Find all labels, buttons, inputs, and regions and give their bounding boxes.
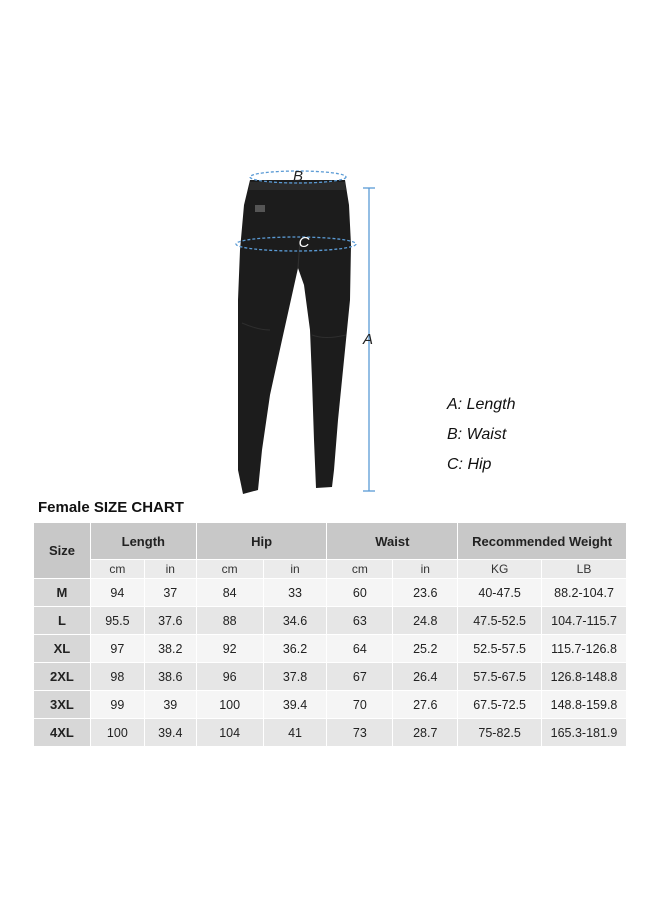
table-header-row: [34, 523, 627, 560]
table-cell: 67: [327, 663, 393, 691]
unit-header: in: [144, 560, 196, 579]
table-cell: 99: [90, 691, 144, 719]
size-cell: 3XL: [34, 691, 91, 719]
table-cell: 60: [327, 579, 393, 607]
legend-hip: C: Hip: [447, 456, 492, 473]
table-cell: 39: [144, 691, 196, 719]
table-cell: 33: [263, 579, 327, 607]
table-cell: 52.5-57.5: [458, 635, 542, 663]
table-cell: 23.6: [393, 579, 458, 607]
table-cell: 100: [90, 719, 144, 747]
table-cell: 165.3-181.9: [542, 719, 627, 747]
table-cell: 38.2: [144, 635, 196, 663]
table-cell: 28.7: [393, 719, 458, 747]
table-cell: 148.8-159.8: [542, 691, 627, 719]
table-cell: 36.2: [263, 635, 327, 663]
table-cell: 26.4: [393, 663, 458, 691]
legend-length: A: Length: [447, 396, 516, 413]
table-row: [34, 607, 627, 635]
table-cell: 104: [196, 719, 263, 747]
size-chart-title: [38, 499, 184, 516]
table-cell: 104.7-115.7: [542, 607, 627, 635]
title-prefix: Female: [38, 499, 90, 516]
table-cell: 88.2-104.7: [542, 579, 627, 607]
table-row: [34, 635, 627, 663]
table-cell: 41: [263, 719, 327, 747]
table-cell: 95.5: [90, 607, 144, 635]
table-cell: 94: [90, 579, 144, 607]
waist-header: Waist: [327, 523, 458, 560]
table-row: [34, 719, 627, 747]
table-cell: 100: [196, 691, 263, 719]
table-cell: 126.8-148.8: [542, 663, 627, 691]
table-cell: 25.2: [393, 635, 458, 663]
table-cell: 24.8: [393, 607, 458, 635]
size-cell: M: [34, 579, 91, 607]
weight-header: Recommended Weight: [458, 523, 627, 560]
table-row: [34, 691, 627, 719]
table-cell: 96: [196, 663, 263, 691]
size-cell: L: [34, 607, 91, 635]
size-cell: 2XL: [34, 663, 91, 691]
table-cell: 39.4: [263, 691, 327, 719]
label-c: C: [298, 233, 310, 251]
length-header: Length: [90, 523, 196, 560]
size-header: Size: [34, 523, 91, 579]
table-cell: 57.5-67.5: [458, 663, 542, 691]
table-cell: 37.8: [263, 663, 327, 691]
size-table: [33, 522, 627, 747]
table-cell: 27.6: [393, 691, 458, 719]
table-cell: 34.6: [263, 607, 327, 635]
unit-header: in: [393, 560, 458, 579]
table-cell: 97: [90, 635, 144, 663]
table-row: [34, 579, 627, 607]
table-cell: 67.5-72.5: [458, 691, 542, 719]
table-cell: 47.5-52.5: [458, 607, 542, 635]
table-cell: 38.6: [144, 663, 196, 691]
table-cell: 73: [327, 719, 393, 747]
table-cell: 64: [327, 635, 393, 663]
pants-icon: [238, 180, 351, 494]
unit-header: cm: [90, 560, 144, 579]
unit-header: cm: [327, 560, 393, 579]
table-cell: 84: [196, 579, 263, 607]
unit-header-row: [34, 560, 627, 579]
unit-header: KG: [458, 560, 542, 579]
table-cell: 37: [144, 579, 196, 607]
label-a: A: [362, 330, 374, 348]
table-cell: 75-82.5: [458, 719, 542, 747]
size-cell: XL: [34, 635, 91, 663]
label-b: B: [292, 167, 304, 185]
table-cell: 63: [327, 607, 393, 635]
table-row: [34, 663, 627, 691]
unit-header: cm: [196, 560, 263, 579]
size-cell: 4XL: [34, 719, 91, 747]
table-cell: 39.4: [144, 719, 196, 747]
hip-header: Hip: [196, 523, 327, 560]
table-cell: 92: [196, 635, 263, 663]
table-cell: 115.7-126.8: [542, 635, 627, 663]
title-main: SIZE CHART: [93, 499, 184, 516]
table-cell: 88: [196, 607, 263, 635]
legend-waist: B: Waist: [447, 426, 507, 443]
unit-header: LB: [542, 560, 627, 579]
table-cell: 37.6: [144, 607, 196, 635]
unit-header: in: [263, 560, 327, 579]
table-cell: 98: [90, 663, 144, 691]
table-cell: 70: [327, 691, 393, 719]
table-cell: 40-47.5: [458, 579, 542, 607]
